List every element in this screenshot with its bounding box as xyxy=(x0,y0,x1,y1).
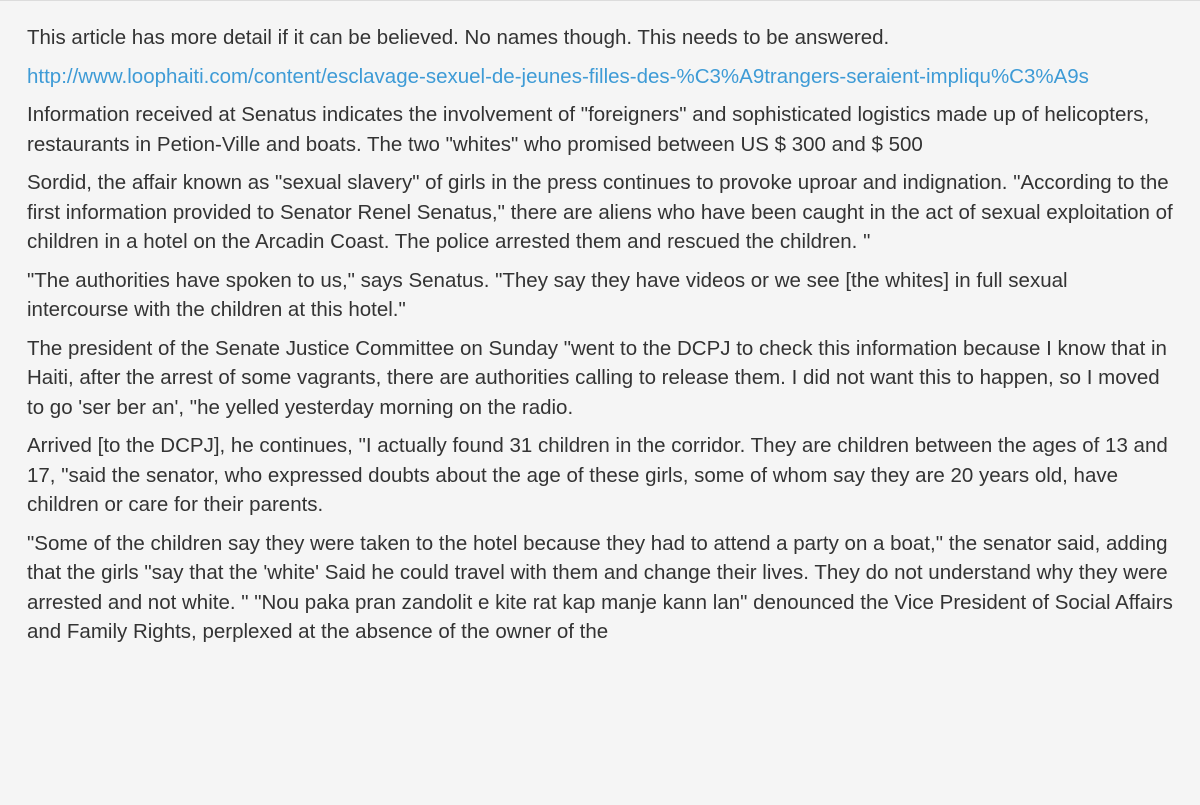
paragraph: Sordid, the affair known as "sexual slavery" of girls in the press continues to provoke uproar and indignation. "According to the first information provided to Senator Renel Senatus," there are aliens who have been caught in the act of sexual exploitation of children in a hotel on the Arcadin Coast. The police arrested them and rescued the children. " xyxy=(27,171,1173,253)
paragraph: Information received at Senatus indicates the involvement of "foreigners" and sophisticated logistics made up of helicopters, restaurants in Petion-Ville and boats. The two "whites" who promised between US $ 300 and $ 500 xyxy=(27,103,1150,156)
article-link[interactable]: http://www.loophaiti.com/content/esclavage-sexuel-de-jeunes-filles-des-%C3%A9trangers-seraient-impliqu%C3%A9s xyxy=(27,64,1089,88)
paragraph: "Some of the children say they were taken to the hotel because they had to attend a party on a boat," the senator said, adding that the girls "say that the 'white' Said he could travel with them and change their lives. They do not understand why they were arrested and not white. " "Nou paka pran zandolit e kite rat kap manje kann lan" denounced the Vice President of Social Affairs and Family Rights, perplexed at the absence of the owner of the xyxy=(27,531,1173,643)
paragraph: Arrived [to the DCPJ], he continues, "I actually found 31 children in the corridor. They are children between the ages of 13 and 17, "said the senator, who expressed doubts about the age of these girls, some of whom say they are 20 years old, have children or care for their parents. xyxy=(27,434,1168,516)
paragraph: "The authorities have spoken to us," says Senatus. "They say they have videos or we see [the whites] in full sexual intercourse with the children at this hotel." xyxy=(27,268,1068,321)
paragraph: The president of the Senate Justice Committee on Sunday "went to the DCPJ to check this information because I know that in Haiti, after the arrest of some vagrants, there are authorities calling to release them. I did not want this to happen, so I moved to go 'ser ber an', "he yelled yesterday morning on the radio. xyxy=(27,336,1167,419)
post-intro: This article has more detail if it can be believed. No names though. This needs to be answered. xyxy=(27,26,890,49)
post-body xyxy=(27,23,1173,656)
